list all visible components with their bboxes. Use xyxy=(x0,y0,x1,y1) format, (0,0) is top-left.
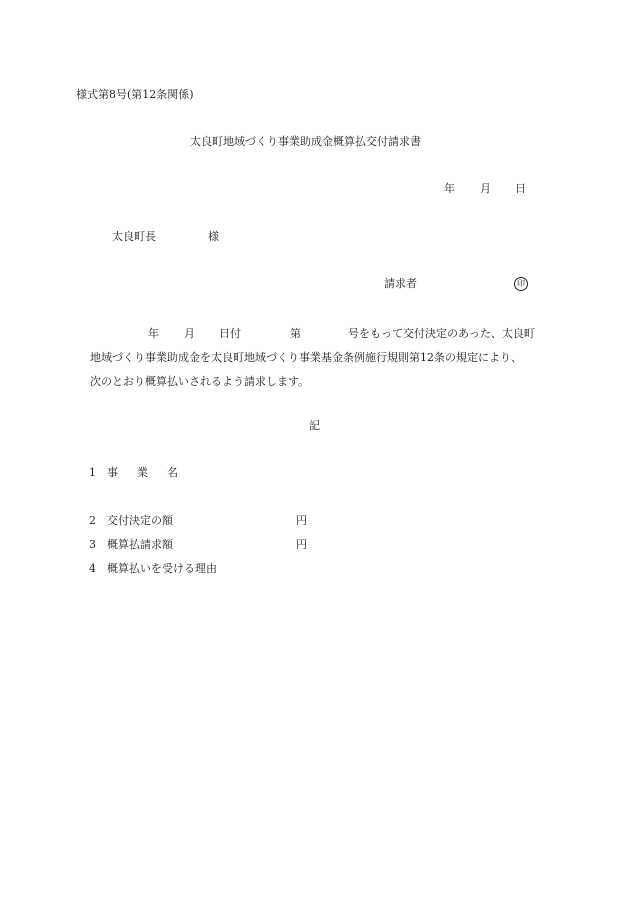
date-year: 年 xyxy=(444,182,455,195)
item-1-char-3: 名 xyxy=(167,466,178,479)
item-number: 3 xyxy=(89,538,96,551)
item-1-char-1: 事 xyxy=(107,466,118,479)
date-day: 日 xyxy=(515,182,526,195)
ki-heading: 記 xyxy=(309,419,320,432)
requester-label: 請求者 xyxy=(384,277,417,290)
item-3-label: 概算払請求額 xyxy=(107,538,173,551)
document-title: 太良町地域づくり事業助成金概算払交付請求書 xyxy=(190,135,421,148)
body-month: 月 xyxy=(184,327,195,340)
body-day: 日付 xyxy=(219,327,241,340)
body-line3: 次のとおり概算払いされるよう請求します。 xyxy=(90,375,310,388)
date-month: 月 xyxy=(480,182,491,195)
item-number: 1 xyxy=(89,466,96,479)
item-number: 4 xyxy=(89,562,96,575)
item-number: 2 xyxy=(89,514,96,527)
item-1-char-2: 業 xyxy=(137,466,148,479)
item-3-unit: 円 xyxy=(296,538,307,551)
body-line1-tail: 号をもって交付決定のあった、太良町 xyxy=(348,327,535,340)
form-number: 様式第8号(第12条関係) xyxy=(76,88,194,101)
item-2-unit: 円 xyxy=(296,514,307,527)
addressee-name: 太良町長 xyxy=(112,230,156,243)
item-4-label: 概算払いを受ける理由 xyxy=(107,562,217,575)
body-line2: 地域づくり事業助成金を太良町地域づくり事業基金条例施行規則第12条の規定により、 xyxy=(90,351,522,364)
body-year: 年 xyxy=(148,327,159,340)
item-2-label: 交付決定の額 xyxy=(107,514,173,527)
body-dai: 第 xyxy=(290,327,301,340)
addressee-honorific: 様 xyxy=(208,230,219,243)
seal-mark: 印 xyxy=(514,277,528,291)
